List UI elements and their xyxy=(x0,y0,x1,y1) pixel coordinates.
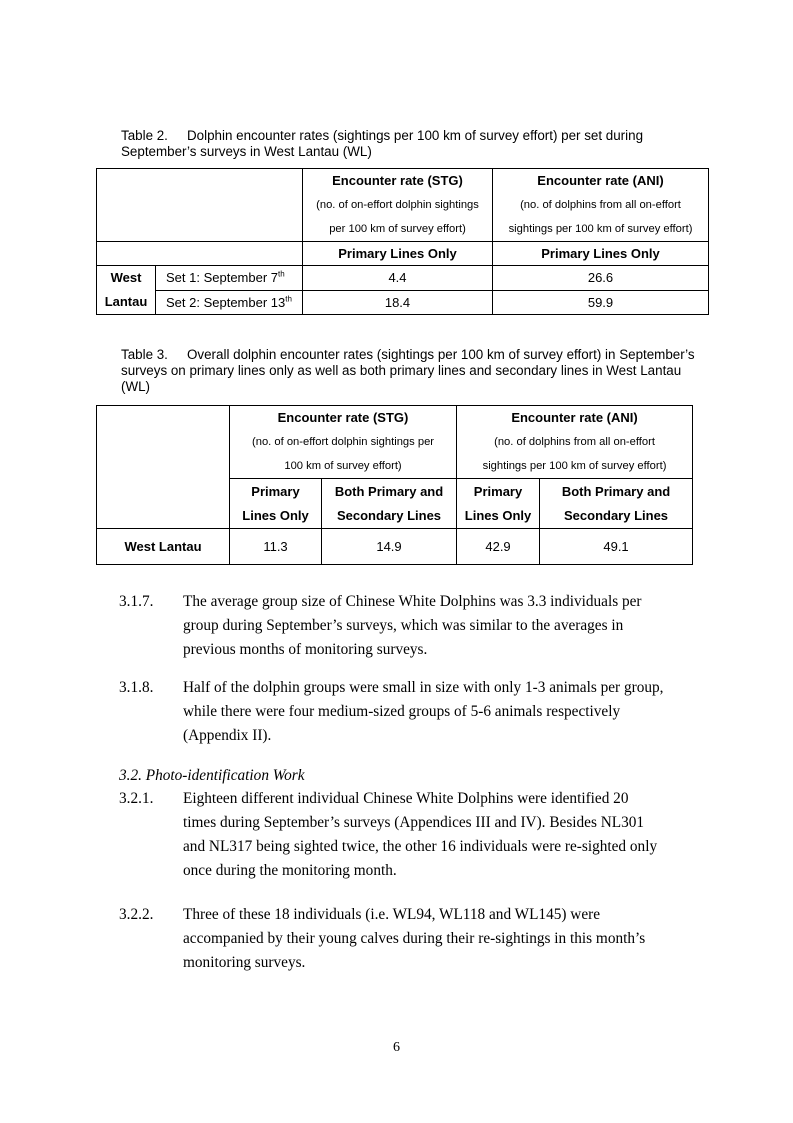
table2-set2-label xyxy=(156,290,303,315)
table2-set2-text: Set 2: September 13 xyxy=(166,294,286,310)
table2-stg-sub2: per 100 km of survey effort) xyxy=(329,223,466,235)
table3-stg-both-value: 14.9 xyxy=(322,529,457,565)
table3-row-label: West Lantau xyxy=(97,529,230,565)
page-number: 6 xyxy=(393,1040,400,1055)
table3-ani-sub1: (no. of dolphins from all on-effort xyxy=(494,436,655,448)
paragraph-line: while there were four medium-sized groups of 5-6 animals respectively xyxy=(183,703,621,720)
table3-ani-sub2: sightings per 100 km of survey effort) xyxy=(482,460,667,472)
table2-set1-ani: 26.6 xyxy=(493,266,709,291)
paragraph-line: The average group size of Chinese White Dolphins was 3.3 individuals per xyxy=(183,593,642,610)
table3-col-ani-primary-line1: Primary xyxy=(473,483,523,499)
table3-col-stg-both xyxy=(322,479,457,529)
paragraph-line: monitoring surveys. xyxy=(183,954,306,971)
table3-ani-header: Encounter rate (ANI) xyxy=(511,410,638,425)
table2-set2-ani: 59.9 xyxy=(493,290,709,315)
paragraph-number: 3.1.8. xyxy=(119,679,154,696)
table2-ani-header-cell xyxy=(493,169,709,242)
table2-stg-header: Encounter rate (STG) xyxy=(332,173,463,188)
table2-region-line2: Lantau xyxy=(104,294,148,309)
paragraph-number: 3.1.7. xyxy=(119,593,154,610)
table2-set1-label xyxy=(156,266,303,291)
table2-stg-header-cell xyxy=(303,169,493,242)
paragraph-3-2-2 xyxy=(119,903,699,975)
table2-caption-text: Dolphin encounter rates (sightings per 100 km of survey effort) per set during September’s surveys in West Lantau (WL) xyxy=(121,128,644,159)
table3-col-stg-primary-line1: Primary xyxy=(251,483,300,499)
table3 xyxy=(96,405,693,565)
table3-col-ani-primary-line2: Lines Only xyxy=(464,507,532,523)
table3-blank-header xyxy=(97,406,230,529)
paragraph-line: Half of the dolphin groups were small in size with only 1-3 animals per group, xyxy=(183,679,664,696)
table3-col-stg-both-line2: Secondary Lines xyxy=(336,507,442,523)
table2-stg-sub1: (no. of on-effort dolphin sightings xyxy=(316,199,479,211)
paragraph-line: times during September’s surveys (Appendices III and IV). Besides NL301 xyxy=(183,814,645,831)
paragraph-line: Three of these 18 individuals (i.e. WL94, WL118 and WL145) were xyxy=(183,906,601,923)
table3-col-stg-primary xyxy=(230,479,322,529)
paragraph-3-2-1 xyxy=(119,787,699,883)
table2-primary-only-stg: Primary Lines Only xyxy=(303,242,493,266)
paragraph-3-1-7 xyxy=(119,590,699,662)
table3-ani-both-value: 49.1 xyxy=(540,529,693,565)
paragraph-3-1-8 xyxy=(119,676,699,748)
table3-stg-sub1: (no. of on-effort dolphin sightings per xyxy=(252,436,435,448)
table2-primary-only-ani: Primary Lines Only xyxy=(493,242,709,266)
table2-set2-stg: 18.4 xyxy=(303,290,493,315)
table3-stg-header: Encounter rate (STG) xyxy=(277,410,409,425)
table2-ani-sub1: (no. of dolphins from all on-effort xyxy=(520,199,681,211)
table3-ani-primary-value: 42.9 xyxy=(457,529,540,565)
table2-region-cell xyxy=(97,266,156,315)
table3-stg-primary-value: 11.3 xyxy=(230,529,322,565)
table3-caption xyxy=(121,347,701,395)
paragraph-line: (Appendix II). xyxy=(183,727,272,744)
table3-ani-header-cell xyxy=(457,406,693,479)
table3-col-stg-both-line1: Both Primary and xyxy=(334,483,444,499)
paragraph-number: 3.2.2. xyxy=(119,906,154,923)
paragraph-line: group during September’s surveys, which was similar to the averages in xyxy=(183,617,624,634)
table2-blank-subheader xyxy=(97,242,303,266)
table2 xyxy=(96,168,709,315)
section-heading: 3.2. Photo-identification Work xyxy=(119,767,305,784)
table3-col-ani-both xyxy=(540,479,693,529)
table3-stg-header-cell xyxy=(230,406,457,479)
paragraph-line: previous months of monitoring surveys. xyxy=(183,641,428,658)
table3-caption-number: Table 3. xyxy=(121,347,168,362)
table2-set1-text: Set 1: September 7 xyxy=(166,270,279,286)
table2-caption xyxy=(121,128,701,160)
paragraph-number: 3.2.1. xyxy=(119,790,154,807)
table3-stg-sub2: 100 km of survey effort) xyxy=(284,460,402,472)
paragraph-line: and NL317 being sighted twice, the other 16 individuals were re-sighted only xyxy=(183,838,658,855)
table3-col-ani-primary xyxy=(457,479,540,529)
table3-col-stg-primary-line2: Lines Only xyxy=(242,507,309,523)
table2-caption-number: Table 2. xyxy=(121,128,168,143)
table2-blank-header xyxy=(97,169,303,242)
table2-ani-header: Encounter rate (ANI) xyxy=(537,173,664,188)
table3-caption-text: Overall dolphin encounter rates (sightings per 100 km of survey effort) in September’s surveys on primary lines only as well as both primary lines and secondary lines in West Lantau (WL) xyxy=(121,347,695,394)
table2-ani-sub2: sightings per 100 km of survey effort) xyxy=(508,223,693,235)
paragraph-line: once during the monitoring month. xyxy=(183,862,397,879)
table2-region-line1: West xyxy=(110,270,142,285)
table3-col-ani-both-line1: Both Primary and xyxy=(561,483,671,499)
paragraph-line: Eighteen different individual Chinese White Dolphins were identified 20 xyxy=(183,790,629,807)
table2-set1-stg: 4.4 xyxy=(303,266,493,291)
table3-col-ani-both-line2: Secondary Lines xyxy=(564,507,669,523)
table2-set1-sup: th xyxy=(278,269,285,279)
paragraph-line: accompanied by their young calves during their re-sightings in this month’s xyxy=(183,930,646,947)
table2-set2-sup: th xyxy=(285,294,292,304)
